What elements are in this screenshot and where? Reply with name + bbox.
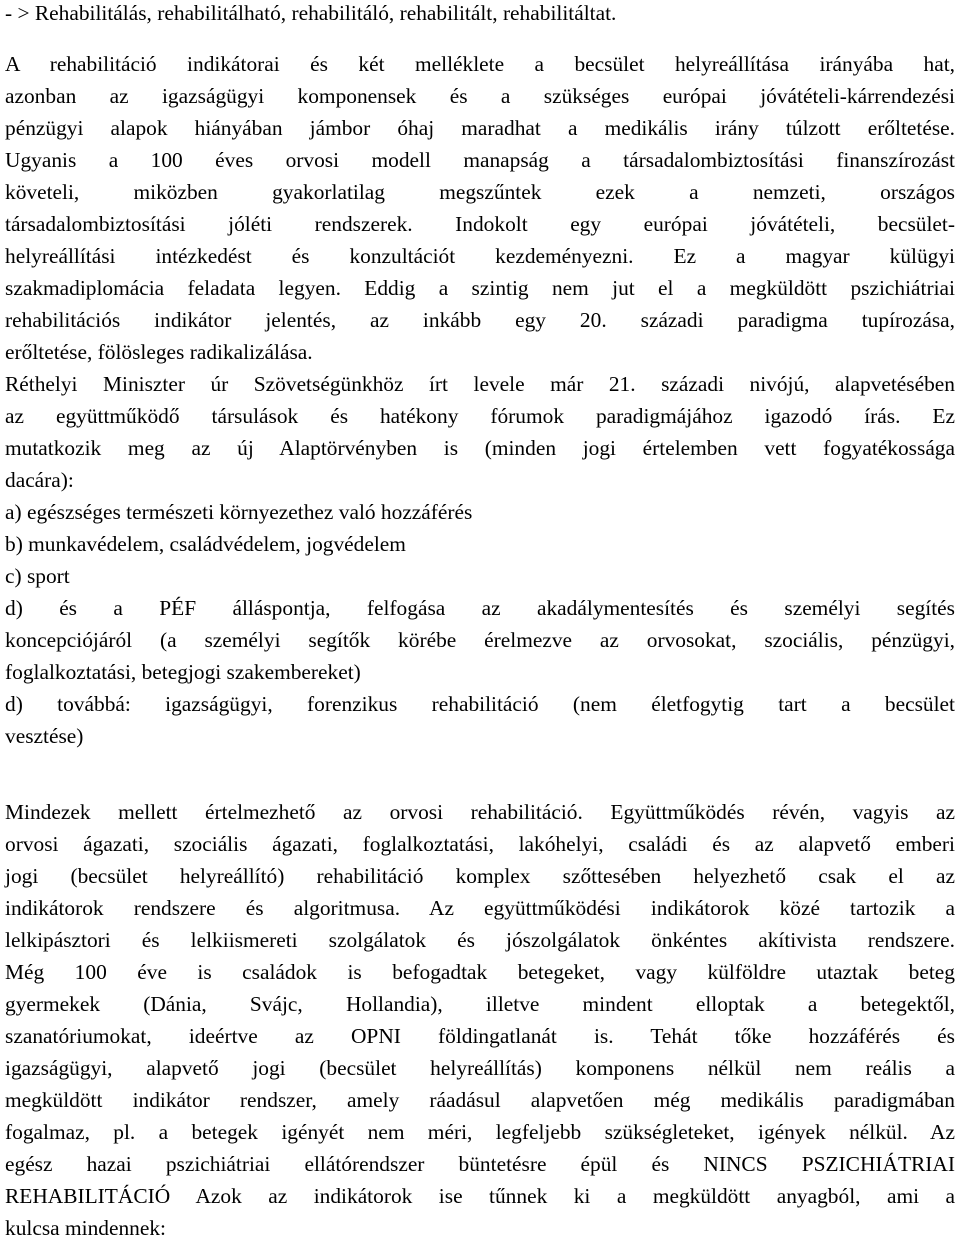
list-item: b) munkavédelem, családvédelem, jogvédelem bbox=[5, 532, 406, 556]
text-line: társadalombiztosítási jóléti rendszerek. Indokolt egy európai jóvátételi, becsület- bbox=[5, 212, 955, 236]
spacer bbox=[5, 752, 955, 796]
text-line: orvosi ágazati, szociális ágazati, foglalkoztatási, lakóhelyi, családi és az alapvető emberi bbox=[5, 832, 955, 856]
list-item: a) egészséges természeti környezethez való hozzáférés bbox=[5, 500, 473, 524]
text-line: egész hazai pszichiátriai ellátórendszer büntetésre épül és NINCS PSZICHIÁTRIAI bbox=[5, 1152, 955, 1176]
text-line: dacára): bbox=[5, 468, 74, 492]
text-line: szanatóriumokat, ideértve az OPNI földingatlanát is. Tehát tőke hozzáférés és bbox=[5, 1024, 955, 1048]
text-line: megküldött indikátor rendszer, amely ráadásul alapvetően még medikális paradigmában bbox=[5, 1088, 955, 1112]
text-line: REHABILITÁCIÓ Azok az indikátorok ise tűnnek ki a megküldött anyagból, ami a bbox=[5, 1184, 955, 1208]
text-line: Ugyanis a 100 éves orvosi modell manapság a társadalombiztosítási finanszírozást bbox=[5, 148, 955, 172]
text-line: Mindezek mellett értelmezhető az orvosi rehabilitáció. Együttműködés révén, vagyis az bbox=[5, 800, 955, 824]
text-line: azonban az igazságügyi komponensek és a szükséges európai jóvátételi-kárrendezési bbox=[5, 84, 955, 108]
heading-line: - > Rehabilitálás, rehabilitálható, rehabilitáló, rehabilitált, rehabilitáltat. bbox=[5, 1, 617, 25]
paragraph-2 bbox=[5, 796, 955, 1244]
text-line: pénzügyi alapok hiányában jámbor óhaj maradhat a medikális irány túlzott erőltetése. bbox=[5, 116, 955, 140]
text-line: helyreállítási intézkedést és konzultációt kezdeményezni. Ez a magyar külügyi bbox=[5, 244, 955, 268]
text-line: kulcsa mindennek: bbox=[5, 1216, 166, 1240]
text-line: koncepciójáról (a személyi segítők körébe érelmezve az orvosokat, szociális, pénzügyi, bbox=[5, 628, 955, 652]
text-line: igazságügyi, alapvető jogi (becsület helyreállítás) komponens nélkül nem reális a bbox=[5, 1056, 955, 1080]
text-line: Réthelyi Miniszter úr Szövetségünkhöz írt levele már 21. századi nivójú, alapvetésében bbox=[5, 372, 955, 396]
text-line: szakmadiplomácia feladata legyen. Eddig a szintig nem jut el a megküldött pszichiátriai bbox=[5, 276, 955, 300]
text-line: indikátorok rendszere és algoritmusa. Az együttműködési indikátorok közé tartozik a bbox=[5, 896, 955, 920]
list-item: d) továbbá: igazságügyi, forenzikus rehabilitáció (nem életfogytig tart a becsület bbox=[5, 692, 955, 716]
paragraph-1 bbox=[5, 48, 955, 752]
text-line: követeli, miközben gyakorlatilag megszűntek ezek a nemzeti, országos bbox=[5, 180, 955, 204]
list-item: c) sport bbox=[5, 564, 70, 588]
text-line: Még 100 éve is családok is befogadtak betegeket, vagy külföldre utaztak beteg bbox=[5, 960, 955, 984]
text-line: vesztése) bbox=[5, 724, 84, 748]
text-line: foglalkoztatási, betegjogi szakembereket) bbox=[5, 660, 361, 684]
text-line: mutatkozik meg az új Alaptörvényben is (minden jogi értelemben vett fogyatékossága bbox=[5, 436, 955, 460]
text-line: lelkipásztori és lelkiismereti szolgálatok és jószolgálatok önkéntes akítivista rendszere. bbox=[5, 928, 955, 952]
text-line: A rehabilitáció indikátorai és két melléklete a becsület helyreállítása irányába hat, bbox=[5, 52, 955, 76]
text-line: fogalmaz, pl. a betegek igényét nem méri, legfeljebb szükségleteket, igények nélkül. Az bbox=[5, 1120, 955, 1144]
text-line: rehabilitációs indikátor jelentés, az inkább egy 20. századi paradigma tupírozása, bbox=[5, 308, 955, 332]
spacer bbox=[5, 26, 955, 48]
document-page bbox=[5, 0, 955, 1244]
text-line: gyermekek (Dánia, Svájc, Hollandia), illetve mindent elloptak a betegektől, bbox=[5, 992, 955, 1016]
list-item: d) és a PÉF álláspontja, felfogása az akadálymentesítés és személyi segítés bbox=[5, 596, 955, 620]
text-line: jogi (becsület helyreállító) rehabilitáció komplex szőttesében helyezhető csak el az bbox=[5, 864, 955, 888]
text-line: erőltetése, fölösleges radikalizálása. bbox=[5, 340, 313, 364]
text-line: az együttműködő társulások és hatékony fórumok paradigmájához igazodó írás. Ez bbox=[5, 404, 955, 428]
